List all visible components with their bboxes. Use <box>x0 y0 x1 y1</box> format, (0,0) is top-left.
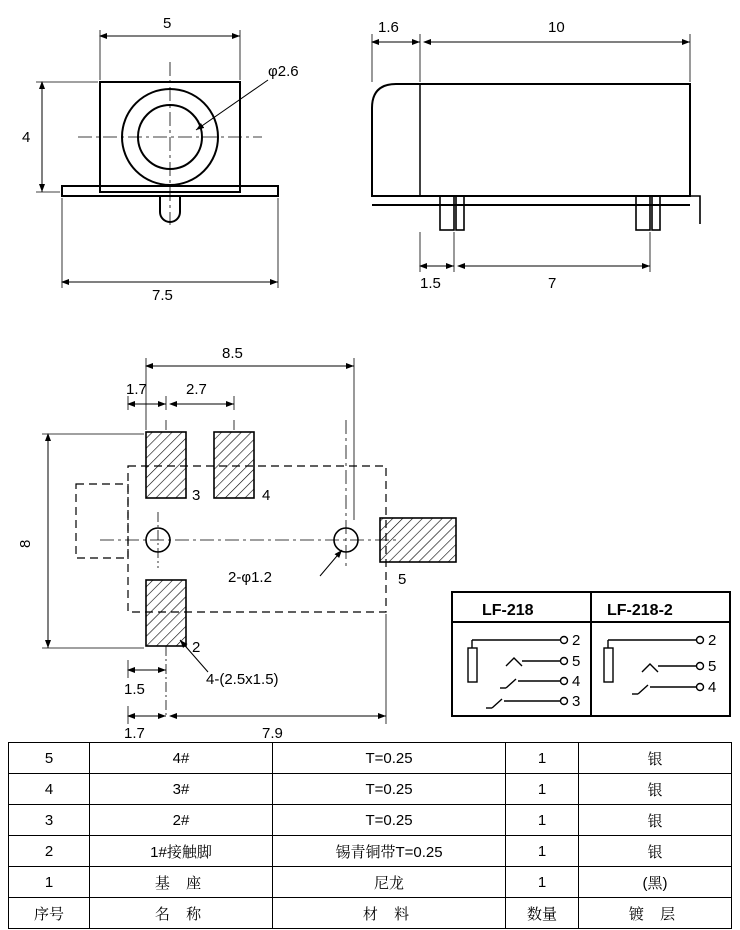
front-view <box>22 15 299 304</box>
schematic-left-pin-5: 5 <box>572 653 581 670</box>
table-row <box>9 836 732 867</box>
dim-side-body: 10 <box>548 19 565 36</box>
cell-material: T=0.25 <box>273 774 506 805</box>
table-row <box>9 805 732 836</box>
dim-footprint-pads: 4-(2.5x1.5) <box>206 671 279 688</box>
schematic-header-2: LF-218-2 <box>607 602 673 619</box>
cell-material: T=0.25 <box>273 805 506 836</box>
schematic-table <box>452 592 730 716</box>
schematic-right-pin-4: 4 <box>708 679 717 696</box>
dim-footprint-bottom-right: 7.9 <box>262 725 283 742</box>
cell-qty: 1 <box>506 774 579 805</box>
dim-front-width-top: 5 <box>163 15 172 32</box>
header-qty: 数量 <box>506 898 579 929</box>
dim-front-height: 4 <box>22 129 31 146</box>
table-row <box>9 743 732 774</box>
dim-side-pin-span: 7 <box>548 275 557 292</box>
header-name: 名 称 <box>90 898 273 929</box>
cell-no: 5 <box>9 743 90 774</box>
dim-front-hole: φ2.6 <box>268 63 299 80</box>
schematic-left-pin-2: 2 <box>572 632 581 649</box>
header-no: 序号 <box>9 898 90 929</box>
schematic-right-pin-2: 2 <box>708 632 717 649</box>
cell-no: 1 <box>9 867 90 898</box>
pad-number-5: 5 <box>398 571 407 588</box>
dim-footprint-holes: 2-φ1.2 <box>228 569 272 586</box>
schematic-left <box>468 632 580 710</box>
dim-side-pin-offset: 1.5 <box>420 275 441 292</box>
dim-side-left: 1.6 <box>378 19 399 36</box>
cell-no: 4 <box>9 774 90 805</box>
schematic-right <box>604 632 716 696</box>
dim-footprint-total-width: 8.5 <box>222 345 243 362</box>
cell-material: T=0.25 <box>273 743 506 774</box>
cell-name: 1#接触脚 <box>90 836 273 867</box>
cell-material: 锡青铜带T=0.25 <box>273 836 506 867</box>
cell-qty: 1 <box>506 805 579 836</box>
cell-plating: 银 <box>579 743 732 774</box>
cell-plating: 银 <box>579 774 732 805</box>
schematic-header-1: LF-218 <box>482 602 534 619</box>
pad-number-4: 4 <box>262 487 271 504</box>
cell-no: 3 <box>9 805 90 836</box>
cell-plating: 银 <box>579 836 732 867</box>
dim-footprint-bottom-left: 1.5 <box>124 681 145 698</box>
dim-front-width-bottom: 7.5 <box>152 287 173 304</box>
parts-table <box>8 742 732 929</box>
schematic-left-pin-4: 4 <box>572 673 581 690</box>
pad-number-2: 2 <box>192 639 201 656</box>
cell-qty: 1 <box>506 867 579 898</box>
pad-number-3: 3 <box>192 487 201 504</box>
cell-name: 3# <box>90 774 273 805</box>
table-row <box>9 774 732 805</box>
dim-footprint-bottom-left2: 1.7 <box>124 725 145 742</box>
cell-name: 4# <box>90 743 273 774</box>
dim-footprint-height: 8 <box>17 539 34 548</box>
cell-no: 2 <box>9 836 90 867</box>
header-material: 材 料 <box>273 898 506 929</box>
cell-material: 尼龙 <box>273 867 506 898</box>
cell-qty: 1 <box>506 743 579 774</box>
schematic-left-pin-3: 3 <box>572 693 581 710</box>
cell-qty: 1 <box>506 836 579 867</box>
table-header-row <box>9 898 732 929</box>
footprint-view <box>17 345 456 742</box>
cell-name: 2# <box>90 805 273 836</box>
table-row <box>9 867 732 898</box>
dim-footprint-pad1: 1.7 <box>126 381 147 398</box>
cell-plating: 银 <box>579 805 732 836</box>
schematic-right-pin-5: 5 <box>708 658 717 675</box>
header-plating: 镀 层 <box>579 898 732 929</box>
cell-plating: (黑) <box>579 867 732 898</box>
side-view <box>372 19 700 292</box>
dim-footprint-pad2: 2.7 <box>186 381 207 398</box>
cell-name: 基 座 <box>90 867 273 898</box>
